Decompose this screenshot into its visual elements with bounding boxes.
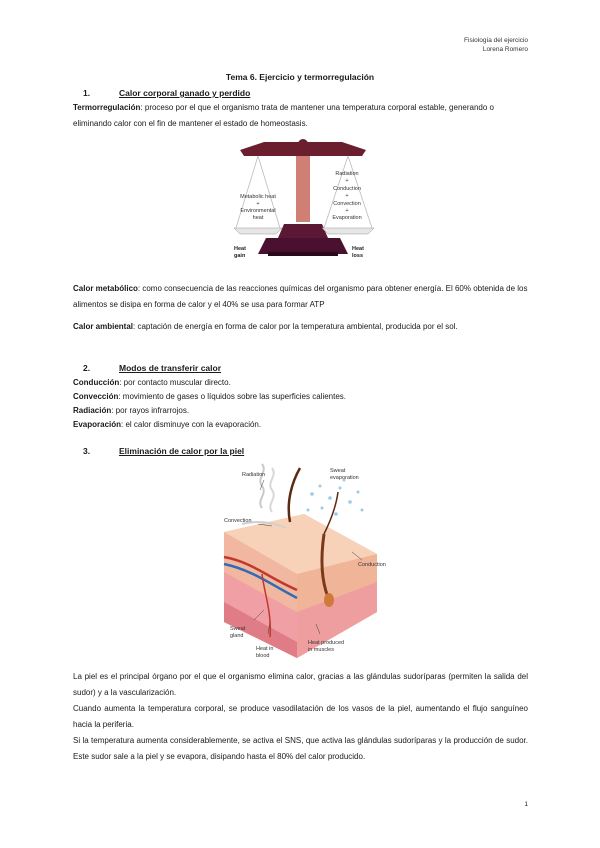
header-subject: Fisiología del ejercicio xyxy=(464,37,528,44)
label-conduction: Conduction xyxy=(333,186,361,192)
term: Radiación xyxy=(73,406,112,415)
label-environmental: Environmental xyxy=(240,208,276,214)
definition: : por rayos infrarrojos. xyxy=(111,406,190,415)
term: Termorregulación xyxy=(73,103,141,112)
list-item xyxy=(73,406,189,415)
term: Conducción xyxy=(73,378,120,387)
label-radiation: Radiation xyxy=(242,472,266,478)
right-pan xyxy=(322,228,374,234)
section-number: 3. xyxy=(83,446,91,456)
label-heat-gain: gain xyxy=(234,253,246,259)
definition: : por contacto muscular directo. xyxy=(119,378,231,387)
label-evaporation: Evaporation xyxy=(332,215,362,221)
list-item xyxy=(73,420,261,429)
heat-wave xyxy=(270,468,273,512)
label-heat-in-muscles: Heat produced xyxy=(308,640,345,646)
section-label: Modos de transferir calor xyxy=(119,363,222,373)
hair-follicle xyxy=(324,593,334,607)
label-heat-gain: Heat xyxy=(234,246,246,252)
section-number: 2. xyxy=(83,363,91,373)
label-heat-loss: Heat xyxy=(352,246,364,252)
definition: : el calor disminuye con la evaporación. xyxy=(121,420,262,429)
term: Convección xyxy=(73,392,119,401)
left-pan xyxy=(234,228,282,234)
label-plus: + xyxy=(256,201,260,207)
section-label: Eliminación de calor por la piel xyxy=(119,446,245,456)
sweat-droplets xyxy=(307,479,364,516)
skin-heat-loss-figure xyxy=(212,462,387,662)
heat-balance-figure xyxy=(228,138,378,264)
section-1-heading xyxy=(73,88,250,98)
paragraph-vasodilation: Cuando aumenta la temperatura corporal, se produce vasodilatación de los vasos de la piel, aumentando el flujo sanguíneo hacia la periferia. xyxy=(73,704,528,729)
section-number: 1. xyxy=(83,88,91,98)
label-plus: + xyxy=(345,193,349,199)
label-plus: + xyxy=(345,178,349,184)
page-number: 1 xyxy=(524,801,528,808)
definition: : como consecuencia de las reacciones químicas del organismo para obtener energía. El 60% obtenida de los alimentos se disipa en forma de calor y el 40% se usa para formar ATP xyxy=(73,284,528,309)
balance-base-top xyxy=(278,224,328,238)
label-heat: heat xyxy=(252,215,264,221)
balance-base xyxy=(258,238,348,254)
label-sweat-gland: gland xyxy=(230,633,244,639)
header-author: Lorena Romero xyxy=(482,46,528,53)
definition: : movimiento de gases o líquidos sobre las superficies calientes. xyxy=(118,392,347,401)
label-radiation: Radiation xyxy=(335,171,359,177)
section-3-heading xyxy=(73,446,244,456)
label-plus: + xyxy=(345,208,349,214)
label-sweat-gland: Sweat xyxy=(230,626,246,632)
page-header xyxy=(464,36,528,54)
page-title: Tema 6. Ejercicio y termorregulación xyxy=(225,72,375,82)
definition: : proceso por el que el organismo trata de mantener una temperatura corporal estable, generando o eliminando calor con el fin de mantener el estado de homeostasis. xyxy=(73,103,494,128)
term: Calor ambiental xyxy=(73,322,134,331)
balance-pivot xyxy=(298,139,308,149)
label-conduction: Conduction xyxy=(358,562,386,568)
balance-post xyxy=(296,156,310,222)
heat-wave xyxy=(260,464,263,508)
label-sweat-evaporation: evaporation xyxy=(330,475,359,481)
label-heat-in-blood: Heat in xyxy=(256,646,274,652)
definition: : captación de energía en forma de calor por la temperatura ambiental, producida por el sol. xyxy=(133,322,458,331)
section-2-heading xyxy=(73,363,221,373)
label-convection: Convection xyxy=(224,518,252,524)
label-sweat-evaporation: Sweat xyxy=(330,468,346,474)
label-heat-in-blood: blood xyxy=(256,653,270,659)
paragraph-ambient-heat xyxy=(73,319,528,335)
section-label: Calor corporal ganado y perdido xyxy=(119,88,251,98)
paragraph-skin: La piel es el principal órgano por el que el organismo elimina calor, gracias a las glándulas sudoríparas (permiten la salida del sudor) y a la vascularización. xyxy=(73,672,528,697)
list-item xyxy=(73,378,231,387)
paragraph-metabolic-heat xyxy=(73,281,528,313)
hair xyxy=(289,468,300,522)
label-heat-loss: loss xyxy=(352,253,364,259)
section-1-intro xyxy=(73,100,528,132)
term: Calor metabólico xyxy=(73,284,138,293)
balance-foot xyxy=(268,252,338,256)
paragraph-sweating: Si la temperatura aumenta considerablemente, se activa el SNS, que activa las glándulas sudoríparas y la producción de sudor. Este sudor sale a la piel y se evapora, disipando hasta el 80% del calor producido. xyxy=(73,736,528,761)
term: Evaporación xyxy=(73,420,122,429)
label-heat-in-muscles: in muscles xyxy=(308,647,334,653)
label-convection: Convection xyxy=(333,201,361,207)
list-item xyxy=(73,392,346,401)
label-metabolic-heat: Metabolic heat xyxy=(240,194,276,200)
